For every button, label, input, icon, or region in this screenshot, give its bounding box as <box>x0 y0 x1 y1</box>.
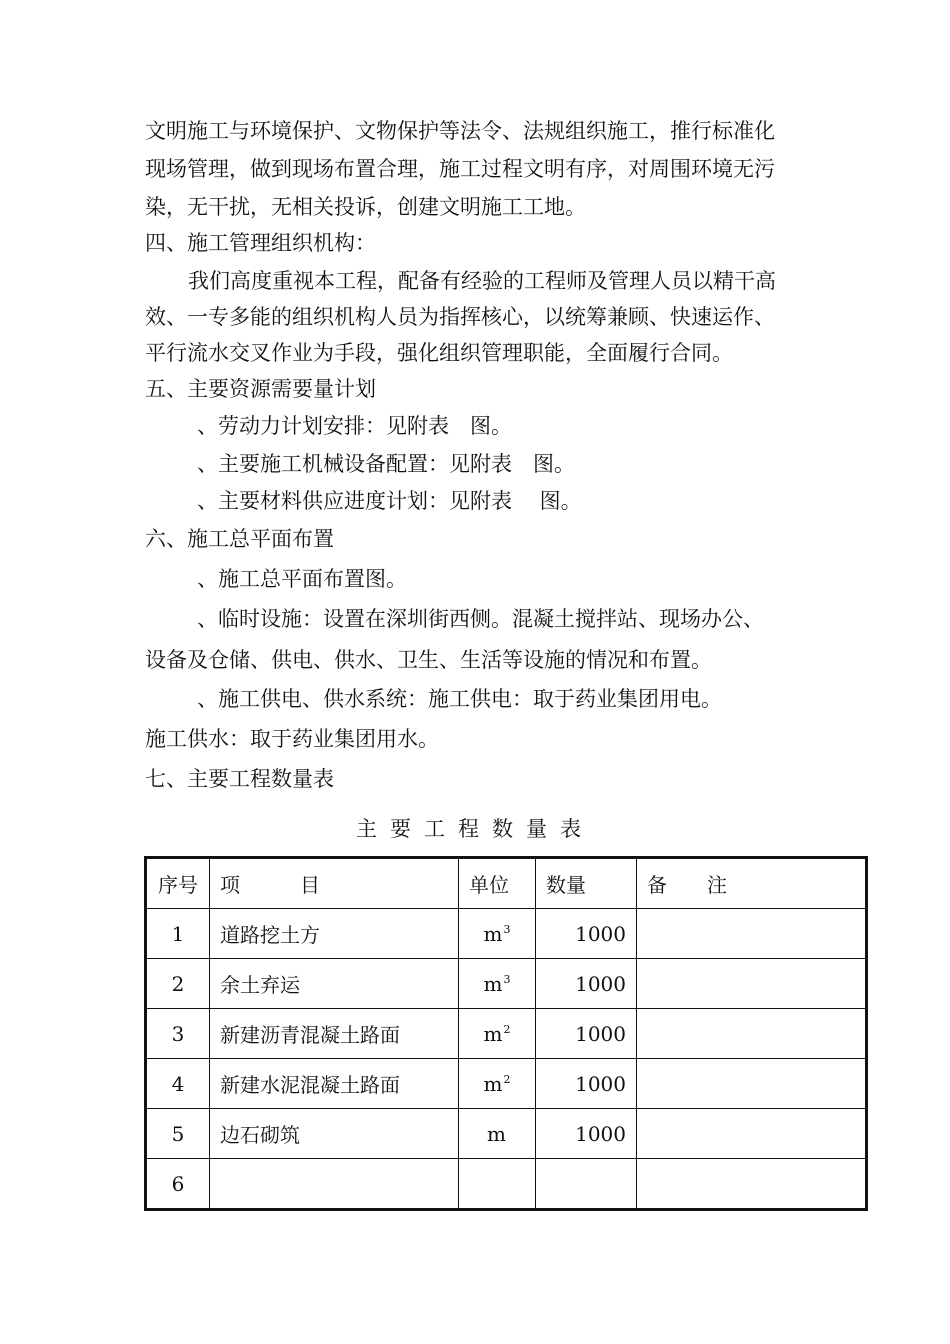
table-row <box>146 1159 867 1210</box>
unit-base: m <box>483 921 503 946</box>
table-row <box>146 1109 867 1159</box>
list-item: 、主要材料供应进度计划：见附表 图。 <box>197 489 582 513</box>
row-item: 余土弃运 <box>210 959 459 1009</box>
list-item: 、施工总平面布置图。 <box>197 567 407 591</box>
paragraph-line: 平行流水交叉作业为手段，强化组织管理职能，全面履行合同。 <box>145 341 733 365</box>
row-note <box>637 1159 867 1210</box>
row-note <box>637 1059 867 1109</box>
row-no: 5 <box>146 1109 210 1159</box>
header-note: 备 注 <box>637 858 867 909</box>
row-qty: 1000 <box>536 959 637 1009</box>
quantity-table <box>144 856 868 1211</box>
unit-exponent: 3 <box>503 922 511 936</box>
row-note <box>637 1109 867 1159</box>
row-unit <box>459 1059 536 1109</box>
row-item: 新建水泥混凝土路面 <box>210 1059 459 1109</box>
row-no: 2 <box>146 959 210 1009</box>
unit-base: m <box>483 1021 503 1046</box>
table-caption: 主要工程数量表 <box>356 817 594 841</box>
row-unit <box>459 909 536 959</box>
row-item: 新建沥青混凝土路面 <box>210 1009 459 1059</box>
row-qty: 1000 <box>536 1109 637 1159</box>
row-item <box>210 1159 459 1210</box>
list-item: 、主要施工机械设备配置：见附表 图。 <box>197 452 575 476</box>
table-row <box>146 1009 867 1059</box>
unit-base: m <box>483 971 503 996</box>
paragraph-line: 效、一专多能的组织机构人员为指挥核心，以统筹兼顾、快速运作、 <box>145 305 775 329</box>
header-item: 项 目 <box>210 858 459 909</box>
row-no: 4 <box>146 1059 210 1109</box>
row-qty: 1000 <box>536 1059 637 1109</box>
paragraph-line: 设备及仓储、供电、供水、卫生、生活等设施的情况和布置。 <box>145 648 712 672</box>
row-no: 1 <box>146 909 210 959</box>
unit-exponent: 3 <box>503 972 511 986</box>
unit-exponent: 2 <box>503 1022 511 1036</box>
row-note <box>637 1009 867 1059</box>
paragraph-line: 染，无干扰，无相关投诉，创建文明施工工地。 <box>145 195 586 219</box>
row-no: 3 <box>146 1009 210 1059</box>
list-item: 、劳动力计划安排：见附表 图。 <box>197 414 512 438</box>
section-heading: 五、主要资源需要量计划 <box>145 377 376 401</box>
list-item: 、施工供电、供水系统：施工供电：取于药业集团用电。 <box>197 687 722 711</box>
row-no: 6 <box>146 1159 210 1210</box>
paragraph-line: 现场管理，做到现场布置合理，施工过程文明有序，对周围环境无污 <box>145 157 775 181</box>
header-qty: 数量 <box>536 858 637 909</box>
paragraph-line: 施工供水：取于药业集团用水。 <box>145 727 439 751</box>
table-row <box>146 1059 867 1109</box>
header-no: 序号 <box>146 858 210 909</box>
row-note <box>637 959 867 1009</box>
row-unit <box>459 1109 536 1159</box>
header-unit: 单位 <box>459 858 536 909</box>
row-unit <box>459 1159 536 1210</box>
row-qty: 1000 <box>536 1009 637 1059</box>
row-item: 道路挖土方 <box>210 909 459 959</box>
table-header-row <box>146 858 867 909</box>
list-item: 、临时设施：设置在深圳街西侧。混凝土搅拌站、现场办公、 <box>197 607 764 631</box>
row-qty <box>536 1159 637 1210</box>
section-heading: 六、施工总平面布置 <box>145 527 334 551</box>
row-unit <box>459 959 536 1009</box>
unit-exponent: 2 <box>503 1072 511 1086</box>
row-qty: 1000 <box>536 909 637 959</box>
paragraph-line: 文明施工与环境保护、文物保护等法令、法规组织施工，推行标准化 <box>145 119 775 143</box>
paragraph-line: 我们高度重视本工程，配备有经验的工程师及管理人员以精干高 <box>188 269 776 293</box>
row-item: 边石砌筑 <box>210 1109 459 1159</box>
row-unit <box>459 1009 536 1059</box>
section-heading: 七、主要工程数量表 <box>145 767 334 791</box>
table-row <box>146 909 867 959</box>
table-row <box>146 959 867 1009</box>
row-note <box>637 909 867 959</box>
unit-base: m <box>487 1121 506 1146</box>
section-heading: 四、施工管理组织机构： <box>145 231 376 255</box>
unit-base: m <box>483 1071 503 1096</box>
